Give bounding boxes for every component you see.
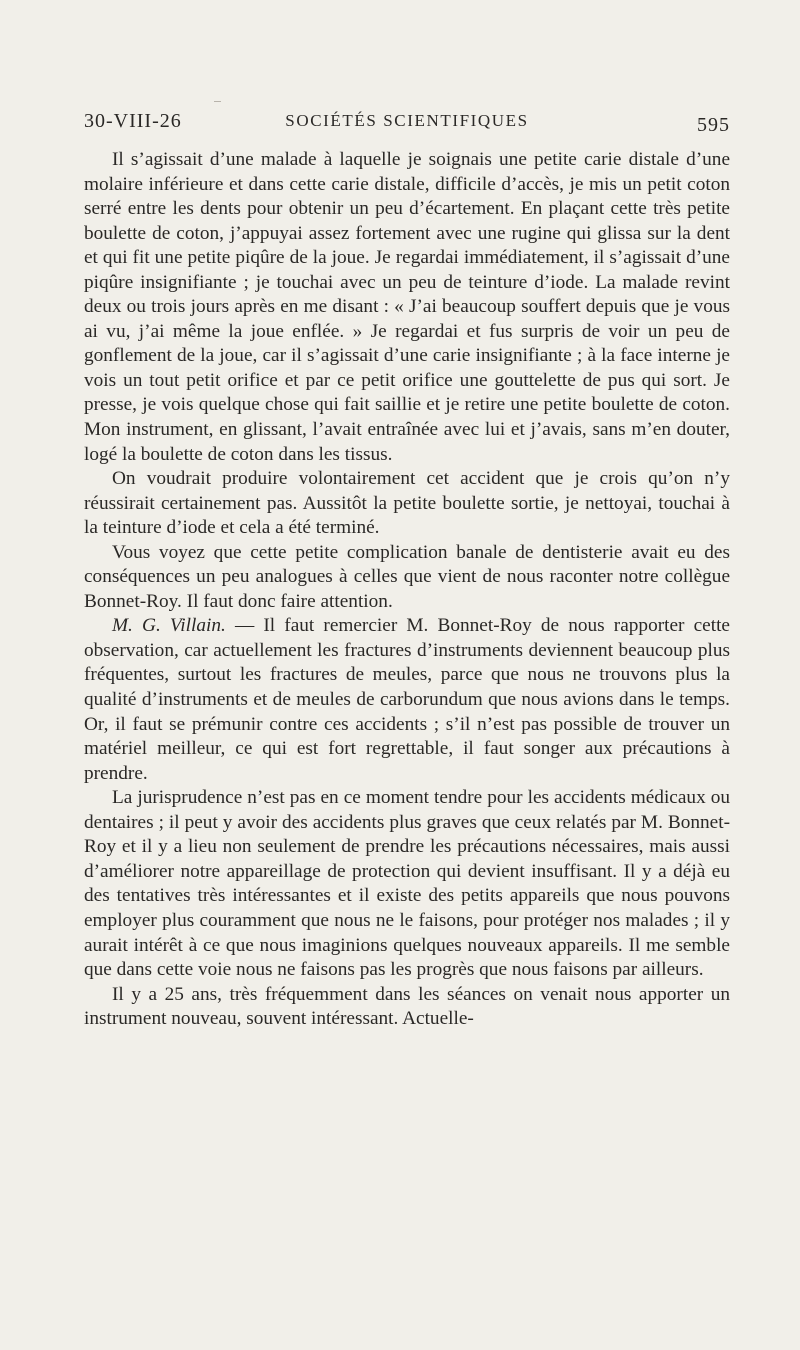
paragraph: Il s’agissait d’une malade à laquelle je soignais une petite carie distale d’une molaire inférieure et dans cette carie distale, difficile d’accès, je mis un petit coton serré entre les dents pour obtenir un peu d’écartement. En plaçant cette très petite boulette de coton, j’appuyai assez fortement avec une rugine qui glissa sur la dent et qui fit une petite piqûre de la joue. Je regardai immédiatement, il s’agissait d’une piqûre insignifiante ; je touchai avec un peu de teinture d’iode. La malade revint deux ou trois jours après en me disant : « J’ai beaucoup souffert depuis que je vous ai vu, j’ai même la joue enflée. » Je regardai et fus surpris de voir un peu de gonflement de la joue, car il s’agissait d’une carie insignifiante ; à la face interne je vois un tout petit orifice et par ce petit orifice une gouttelette de pus qui sort. Je presse, je vois quelque chose qui fait saillie et je retire une petite boulette de coton. Mon instrument, en glissant, l’avait entraînée avec lui et j’avais, sans m’en douter, logé la boulette de coton dans les tissus.: [84, 149, 730, 465]
paragraph: Vous voyez que cette petite complication banale de dentisterie avait eu des conséquences un peu analogues à celles que vient de nous raconter notre collègue Bonnet-Roy. Il faut donc faire attention.: [84, 541, 730, 612]
paragraph: La jurisprudence n’est pas en ce moment tendre pour les accidents médicaux ou dentaires ; il peut y avoir des accidents plus graves que ceux relatés par M. Bonnet-Roy et il y a lieu non seulement de prendre les précautions nécessaires, mais aussi d’améliorer notre appareillage de protection qui devient insuffisant. Il y a déjà eu des tentatives très intéressantes et il existe des petits appareils que nous pouvons employer plus couramment que nous ne le faisons, pour protéger nos malades ; il y aurait intérêt à ce que nous imaginions quelques nouveaux appareils. Il me semble que dans cette voie nous ne faisons pas les progrès que nous faisons par ailleurs.: [84, 787, 730, 981]
speaker-name: M. G. Villain.: [112, 615, 226, 637]
page-number: 595: [697, 114, 730, 136]
paragraph: On voudrait produire volontairement cet accident que je crois qu’on n’y réussirait certainement pas. Aussitôt la petite boulette sortie, je nettoyai, touchai à la teinture d’iode et cela a été terminé.: [84, 468, 730, 539]
paragraph: Il y a 25 ans, très fréquemment dans les séances on venait nous apporter un instrument nouveau, souvent intéressant. Actuelle-: [84, 983, 730, 1030]
article-body: [84, 148, 730, 1032]
header-title: SOCIÉTÉS SCIENTIFIQUES: [285, 111, 529, 130]
print-mark: [214, 101, 221, 102]
paragraph: M. G. Villain. — Il faut remercier M. Bonnet-Roy de nous rapporter cette observation, car actuellement les fractures d’instruments deviennent beaucoup plus fréquentes, surtout les fractures de meules, parce que nous ne trouvons plus la qualité d’instruments et de meules de carborundum que nous avions dans le temps. Or, il faut se prémunir contre ces accidents ; s’il n’est pas possible de trouver un matériel meilleur, ce qui est fort regrettable, il faut songer aux précautions à prendre.: [84, 615, 730, 784]
running-header: [84, 110, 730, 136]
header-date: 30-VIII-26: [84, 110, 182, 132]
